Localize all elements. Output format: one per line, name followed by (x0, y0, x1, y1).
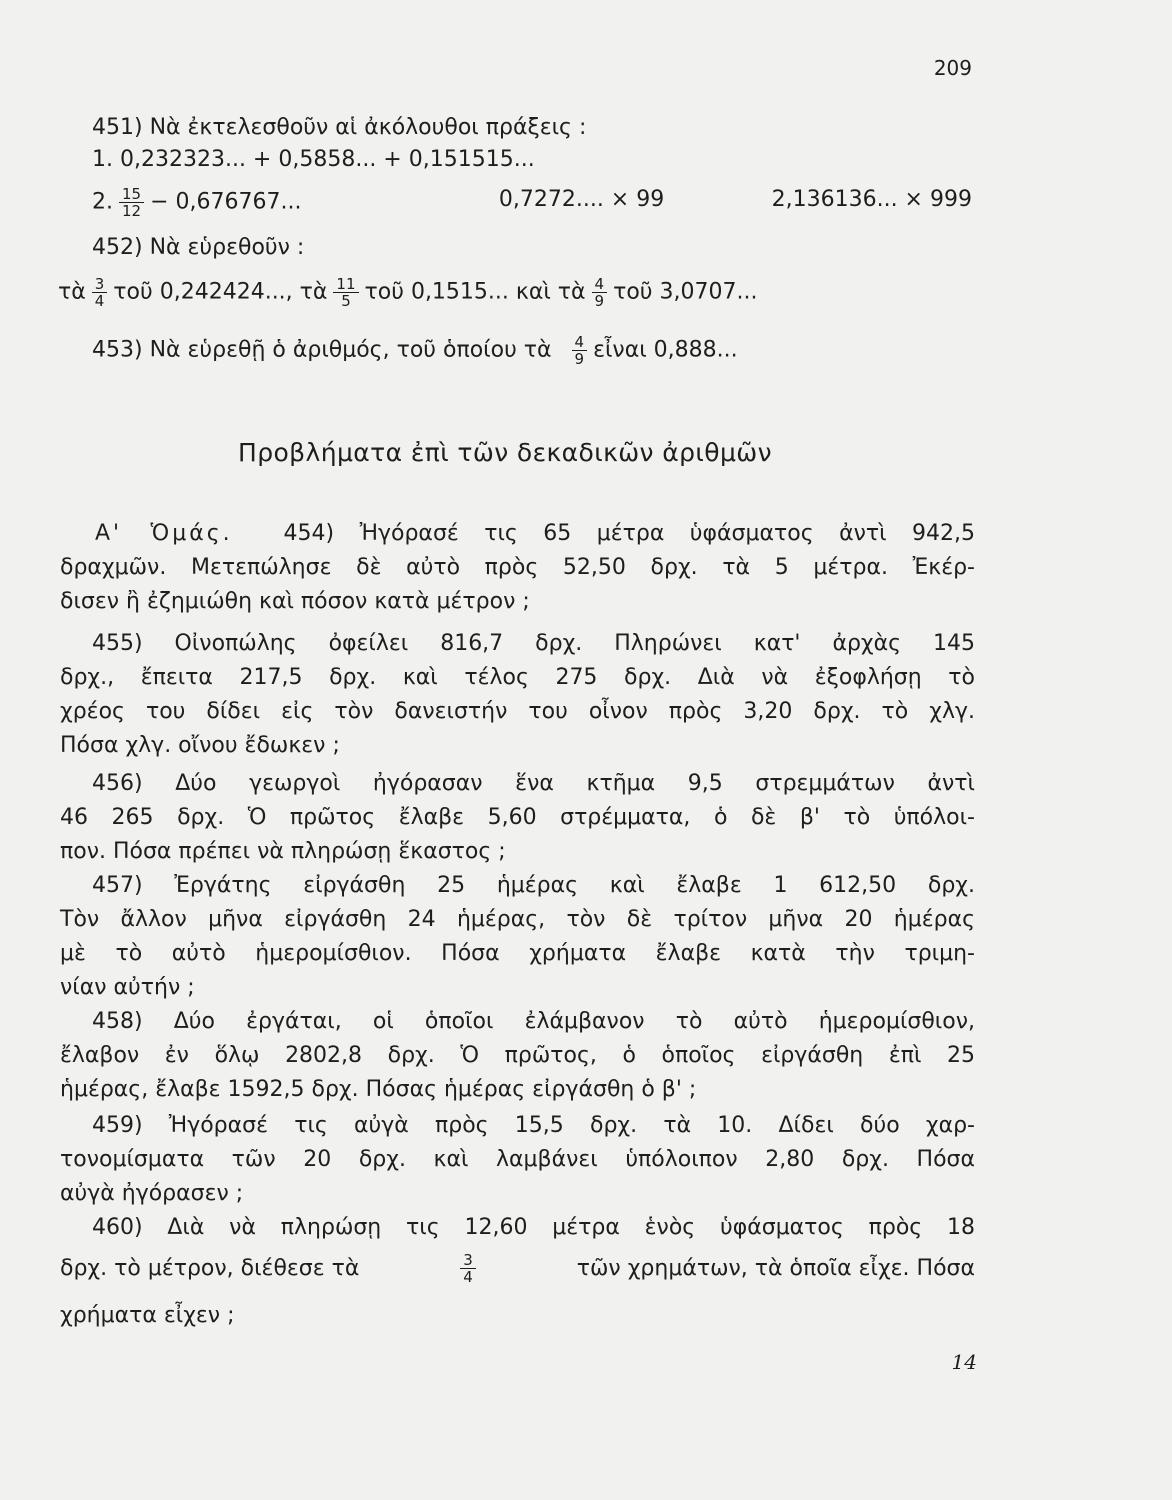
problem-460-line-2: δρχ. τὸ μέτρον, διέθεσε τὰ $\frac{3}{4}$ τῶν χρημάτων, τὰ ὁποῖα εἶχε. Πόσα (60, 1251, 975, 1286)
fraction: $\frac{15}{12}$ (119, 186, 144, 219)
problem-455-line-2: δρχ., ἔπειτα 217,5 δρχ. καὶ τέλος 275 δρχ. Διὰ νὰ ἐξοφλήσῃ τὸ (60, 665, 975, 690)
fraction: $\frac{3}{4}$ (92, 276, 108, 309)
exercise-452-title: 452) Νὰ εὑρεθοῦν : (92, 235, 305, 260)
problem-456-line-2: 46 265 δρχ. Ὁ πρῶτος ἔλαβε 5,60 στρέμματα, ὁ δὲ β' τὸ ὑπόλοι- (60, 805, 975, 830)
problem-460-line-1: 460) Διὰ νὰ πληρώσῃ τις 12,60 μέτρα ἑνὸς ὑφάσματος πρὸς 18 (92, 1215, 975, 1240)
fraction: $\frac{4}{9}$ (592, 276, 608, 309)
problem-457-line-3: μὲ τὸ αὐτὸ ἡμερομίσθιον. Πόσα χρήματα ἔλαβε κατὰ τὴν τριμη- (60, 941, 975, 966)
exercise-451-item-2a: 2. $\frac{15}{12}$ − 0,676767... (92, 185, 302, 220)
fraction: $\frac{3}{4}$ (460, 1252, 476, 1285)
problem-458-line-1: 458) Δύο ἐργάται, οἱ ὁποῖοι ἐλάμβανον τὸ αὐτὸ ἡμερομίσθιον, (92, 1009, 975, 1034)
problem-455-line-4: Πόσα χλγ. οἴνου ἔδωκεν ; (60, 733, 340, 758)
problem-455-line-1: 455) Οἰνοπώλης ὀφείλει 816,7 δρχ. Πληρώνει κατ' ἀρχὰς 145 (92, 631, 975, 656)
problem-457-line-4: νίαν αὐτήν ; (60, 975, 195, 1000)
exercise-451-item-2 (92, 186, 972, 219)
exercise-451-item-1: 1. 0,232323... + 0,5858... + 0,151515... (92, 147, 535, 172)
problem-454-line-2: δραχμῶν. Μετεπώλησε δὲ αὐτὸ πρὸς 52,50 δρχ. τὰ 5 μέτρα. Ἐκέρ- (60, 555, 975, 580)
fraction: $\frac{11}{5}$ (333, 276, 358, 309)
problem-456-line-3: πον. Πόσα πρέπει νὰ πληρώσῃ ἕκαστος ; (60, 839, 506, 864)
problem-458-line-3: ἡμέρας, ἔλαβε 1592,5 δρχ. Πόσας ἡμέρας εἰργάσθη ὁ β' ; (60, 1077, 697, 1102)
problem-460-line-3: χρήματα εἶχεν ; (60, 1303, 235, 1328)
problem-455-line-3: χρέος του δίδει εἰς τὸν δανειστήν του οἶνον πρὸς 3,20 δρχ. τὸ χλγ. (60, 699, 975, 724)
problem-457-line-1: 457) Ἐργάτης εἰργάσθη 25 ἡμέρας καὶ ἔλαβε 1 612,50 δρχ. (92, 873, 975, 898)
page-number: 209 (933, 56, 972, 80)
problem-459-line-3: αὐγὰ ἠγόρασεν ; (60, 1181, 244, 1206)
problem-458-line-2: ἔλαβον ἐν ὅλῳ 2802,8 δρχ. Ὁ πρῶτος, ὁ ὁποῖος εἰργάσθη ἐπὶ 25 (60, 1043, 975, 1068)
problem-457-line-2: Τὸν ἄλλον μῆνα εἰργάσθη 24 ἡμέρας, τὸν δὲ τρίτον μῆνα 20 ἡμέρας (60, 907, 975, 932)
exercise-451-title: 451) Νὰ ἐκτελεσθοῦν αἱ ἀκόλουθοι πράξεις : (92, 115, 587, 140)
fraction: $\frac{4}{9}$ (572, 334, 588, 367)
signature-mark: 14 (951, 1350, 977, 1374)
problem-454-line-1: Α' Ὁμάς. 454) Ἠγόρασέ τις 65 μέτρα ὑφάσματος ἀντὶ 942,5 (95, 521, 975, 546)
exercise-451-item-2c: 2,136136... × 999 (771, 187, 972, 212)
problem-459-line-2: τονομίσματα τῶν 20 δρχ. καὶ λαμβάνει ὑπόλοιπον 2,80 δρχ. Πόσα (60, 1147, 975, 1172)
exercise-451-item-2b: 0,7272.... × 99 (498, 187, 665, 212)
exercise-452-items: τὰ $\frac{3}{4}$ τοῦ 0,242424..., τὰ $\frac{11}{5}$ τοῦ 0,1515... καὶ τὰ $\frac{4}{9}$ τοῦ 3,0707... (58, 275, 758, 310)
problem-454-line-3: δισεν ἢ ἐζημιώθη καὶ πόσον κατὰ μέτρον ; (60, 589, 530, 614)
group-label: Α' Ὁμάς. (95, 521, 233, 546)
problem-456-line-1: 456) Δύο γεωργοὶ ἠγόρασαν ἕνα κτῆμα 9,5 στρεμμάτων ἀντὶ (92, 771, 975, 796)
section-heading: Προβλήματα ἐπὶ τῶν δεκαδικῶν ἀριθμῶν (238, 438, 772, 467)
problem-459-line-1: 459) Ἠγόρασέ τις αὐγὰ πρὸς 15,5 δρχ. τὰ 10. Δίδει δύο χαρ- (92, 1113, 975, 1138)
exercise-453: 453) Νὰ εὑρεθῇ ὁ ἀριθμός, τοῦ ὁποίου τὰ $\frac{4}{9}$ εἶναι 0,888... (92, 333, 738, 368)
